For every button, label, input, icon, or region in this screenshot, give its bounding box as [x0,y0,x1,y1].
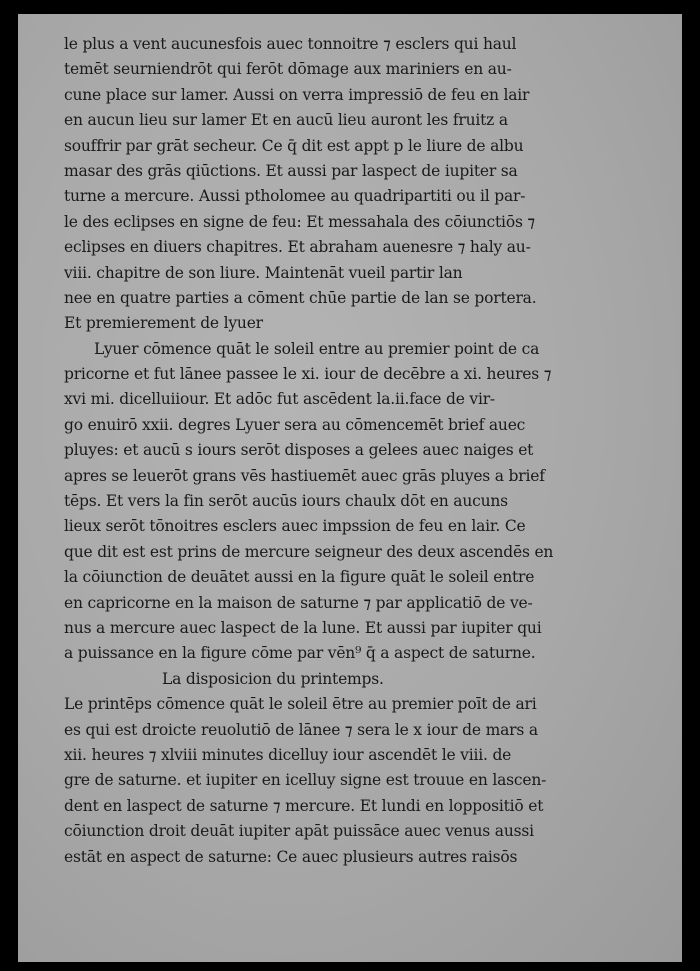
text-line: a puissance en la figure cōme par vēn⁹ q̄ a aspect de saturne. [64,644,536,663]
text-line: dent en laspect de saturne ⁊ mercure. Et lundi en loppositiō et [64,796,544,815]
text-line: gre de saturne. et iupiter en icelluy signe est trouue en lascen‑ [64,771,547,790]
text-line: xii. heures ⁊ xlviii minutes dicelluy iour ascendēt le viii. de [64,745,512,764]
text-line: que dit est est prins de mercure seigneur des deux ascendēs en [64,542,554,561]
text-line: cōiunction droit deuāt iupiter apāt puissāce auec venus aussi [64,822,534,841]
text-line: es qui est droicte reuolutiō de lānee ⁊ sera le x iour de mars a [64,720,538,739]
page-sheet [18,14,682,962]
section-heading-spring: La disposicion du printemps. [162,669,384,688]
text-line: estāt en aspect de saturne: Ce auec plusieurs autres raisōs [64,847,518,866]
text-line: tēps. Et vers la fin serōt aucūs iours chaulx dōt en aucuns [64,492,508,511]
text-line: la cōiunction de deuātet aussi en la figure quāt le soleil entre [64,568,535,587]
right-margin-shadow [682,0,700,971]
text-line: xvi mi. dicelluiiour. Et adōc fut ascēdent la.ii.face de vir‑ [64,390,495,409]
text-line: nee en quatre parties a cōment chūe partie de lan se portera. [64,288,537,307]
text-line: le des eclipses en signe de feu: Et messahala des cōiunctiōs ⁊ [64,212,535,231]
text-line: temēt seurniendrōt qui ferōt dōmage aux mariniers en au‑ [64,60,512,79]
text-line: en capricorne en la maison de saturne ⁊ par applicatiō de ve‑ [64,593,533,612]
text-line: apres se leuerōt grans vēs hastiuemēt auec grās pluyes a brief [64,466,545,485]
text-line: turne a mercure. Aussi ptholomee au quadripartiti ou il par‑ [64,187,526,206]
text-line: nus a mercure auec laspect de la lune. Et aussi par iupiter qui [64,618,542,637]
body-text [64,32,604,870]
text-line: go enuirō xxii. degres Lyuer sera au cōmencemēt brief auec [64,415,526,434]
text-line: Le printēps cōmence quāt le soleil ētre au premier poīt de ari [64,695,537,714]
text-line: pluyes: et aucū s iours serōt disposes a gelees auec naiges et [64,441,534,460]
text-line: cune place sur lamer. Aussi on verra impressiō de feu en lair [64,85,530,104]
section-heading-winter: Et premierement de lyuer [64,314,263,333]
text-line: pricorne et fut lānee passee le xi. iour de decēbre a xi. heures ⁊ [64,365,552,384]
text-line: Lyuer cōmence quāt le soleil entre au premier point de ca [94,339,540,358]
text-line: le plus a vent aucunesfois auec tonnoitre ⁊ esclers qui haul [64,35,517,53]
text-line: lieux serōt tōnoitres esclers auec impssion de feu en lair. Ce [64,517,526,536]
text-line: viii. chapitre de son liure. Maintenāt vueil partir lan [64,263,463,282]
left-margin-shadow [0,0,18,971]
text-line: souffrir par grāt secheur. Ce q̄ dit est appt p le liure de albu [64,136,524,155]
text-line: en aucun lieu sur lamer Et en aucū lieu auront les fruitz a [64,111,508,130]
text-line: eclipses en diuers chapitres. Et abraham auenesre ⁊ haly au‑ [64,238,531,257]
text-line: masar des grās qiūctions. Et aussi par laspect de iupiter sa [64,161,518,180]
